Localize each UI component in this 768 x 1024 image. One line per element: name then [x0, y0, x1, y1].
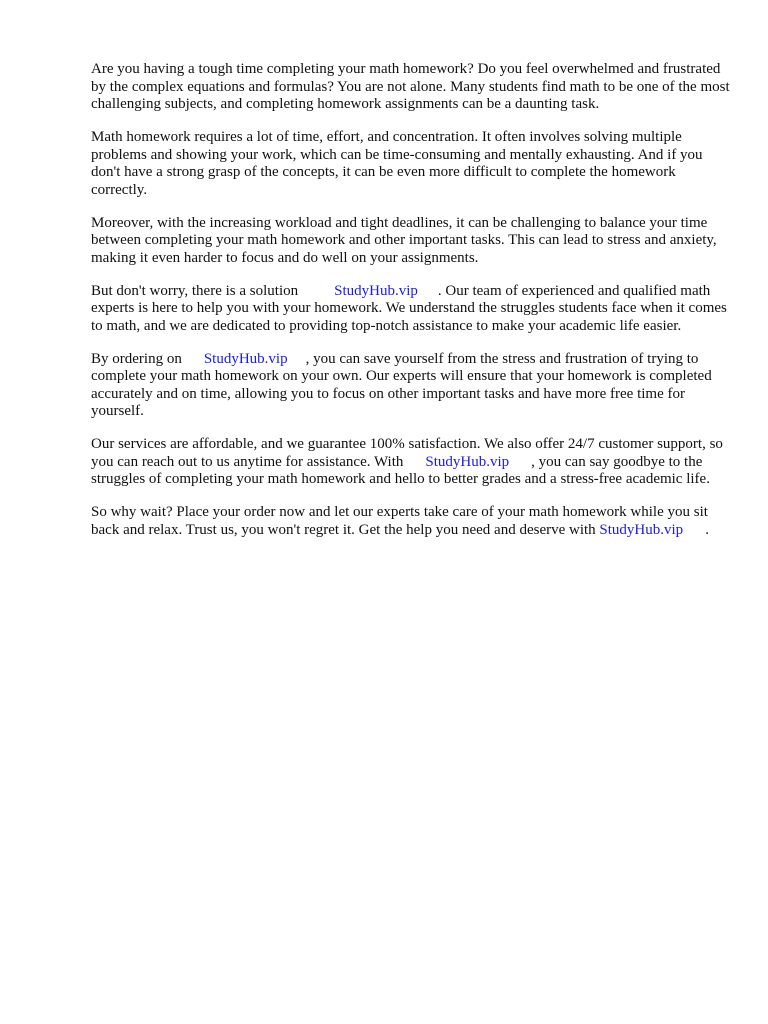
paragraph-workload: Moreover, with the increasing workload and tight deadlines, it can be challenging to balance your time between completing your math homework and other important tasks. This can lead to stress and anxiety, making it even harder to focus and do well on your assignments.	[91, 214, 717, 266]
paragraph-solution	[91, 283, 731, 336]
document-body	[91, 61, 731, 555]
studyhub-link-1[interactable]: StudyHub.vip	[334, 282, 418, 299]
solution-text-after: . Our team of experienced and qualified math experts is here to help you with your homework. We understand the struggles students face when it comes to math, and we are dedicated to providing top-notch assistance to make your academic life easier.	[91, 282, 727, 334]
paragraph-intro: Are you having a tough time completing your math homework? Do you feel overwhelmed and frustrated by the complex equations and formulas? You are not alone. Many students find math to be one of the most challenging subjects, and completing homework assignments can be a daunting task.	[91, 61, 730, 112]
paragraph-call-to-action	[91, 504, 731, 539]
studyhub-link-2[interactable]: StudyHub.vip	[203, 350, 288, 367]
cta-text-before: So why wait? Place your order now and let our experts take care of your math homework while you sit back and relax. Trust us, you won't regret it. Get the help you need and deserve with	[91, 504, 708, 538]
studyhub-link-3[interactable]: StudyHub.vip	[425, 453, 510, 470]
paragraph-requirements: Math homework requires a lot of time, effort, and concentration. It often involves solving multiple problems and showing your work, which can be time-consuming and mentally exhausting. And if you don't have a strong grasp of the concepts, it can be even more difficult to complete the homework correctly.	[91, 129, 703, 198]
ordering-text-before: By ordering on	[91, 350, 182, 367]
paragraph-ordering	[91, 351, 731, 421]
cta-text-after: .	[705, 521, 709, 538]
services-text-after: , you can say goodbye to the struggles of completing your math homework and hello to better grades and a stress-free academic life.	[91, 453, 710, 487]
services-text-before: Our services are affordable, and we guarantee 100% satisfaction. We also offer 24/7 customer support, so you can reach out to us anytime for assistance. With	[91, 436, 723, 470]
studyhub-link-4[interactable]: StudyHub.vip	[599, 521, 684, 538]
ordering-text-after: , you can save yourself from the stress and frustration of trying to complete your math homework on your own. Our experts will ensure that your homework is completed accurately and on time, allowing you to focus on other important tasks and have more free time for yourself.	[91, 350, 712, 419]
paragraph-services	[91, 436, 731, 489]
solution-text-before: But don't worry, there is a solution	[91, 282, 299, 299]
